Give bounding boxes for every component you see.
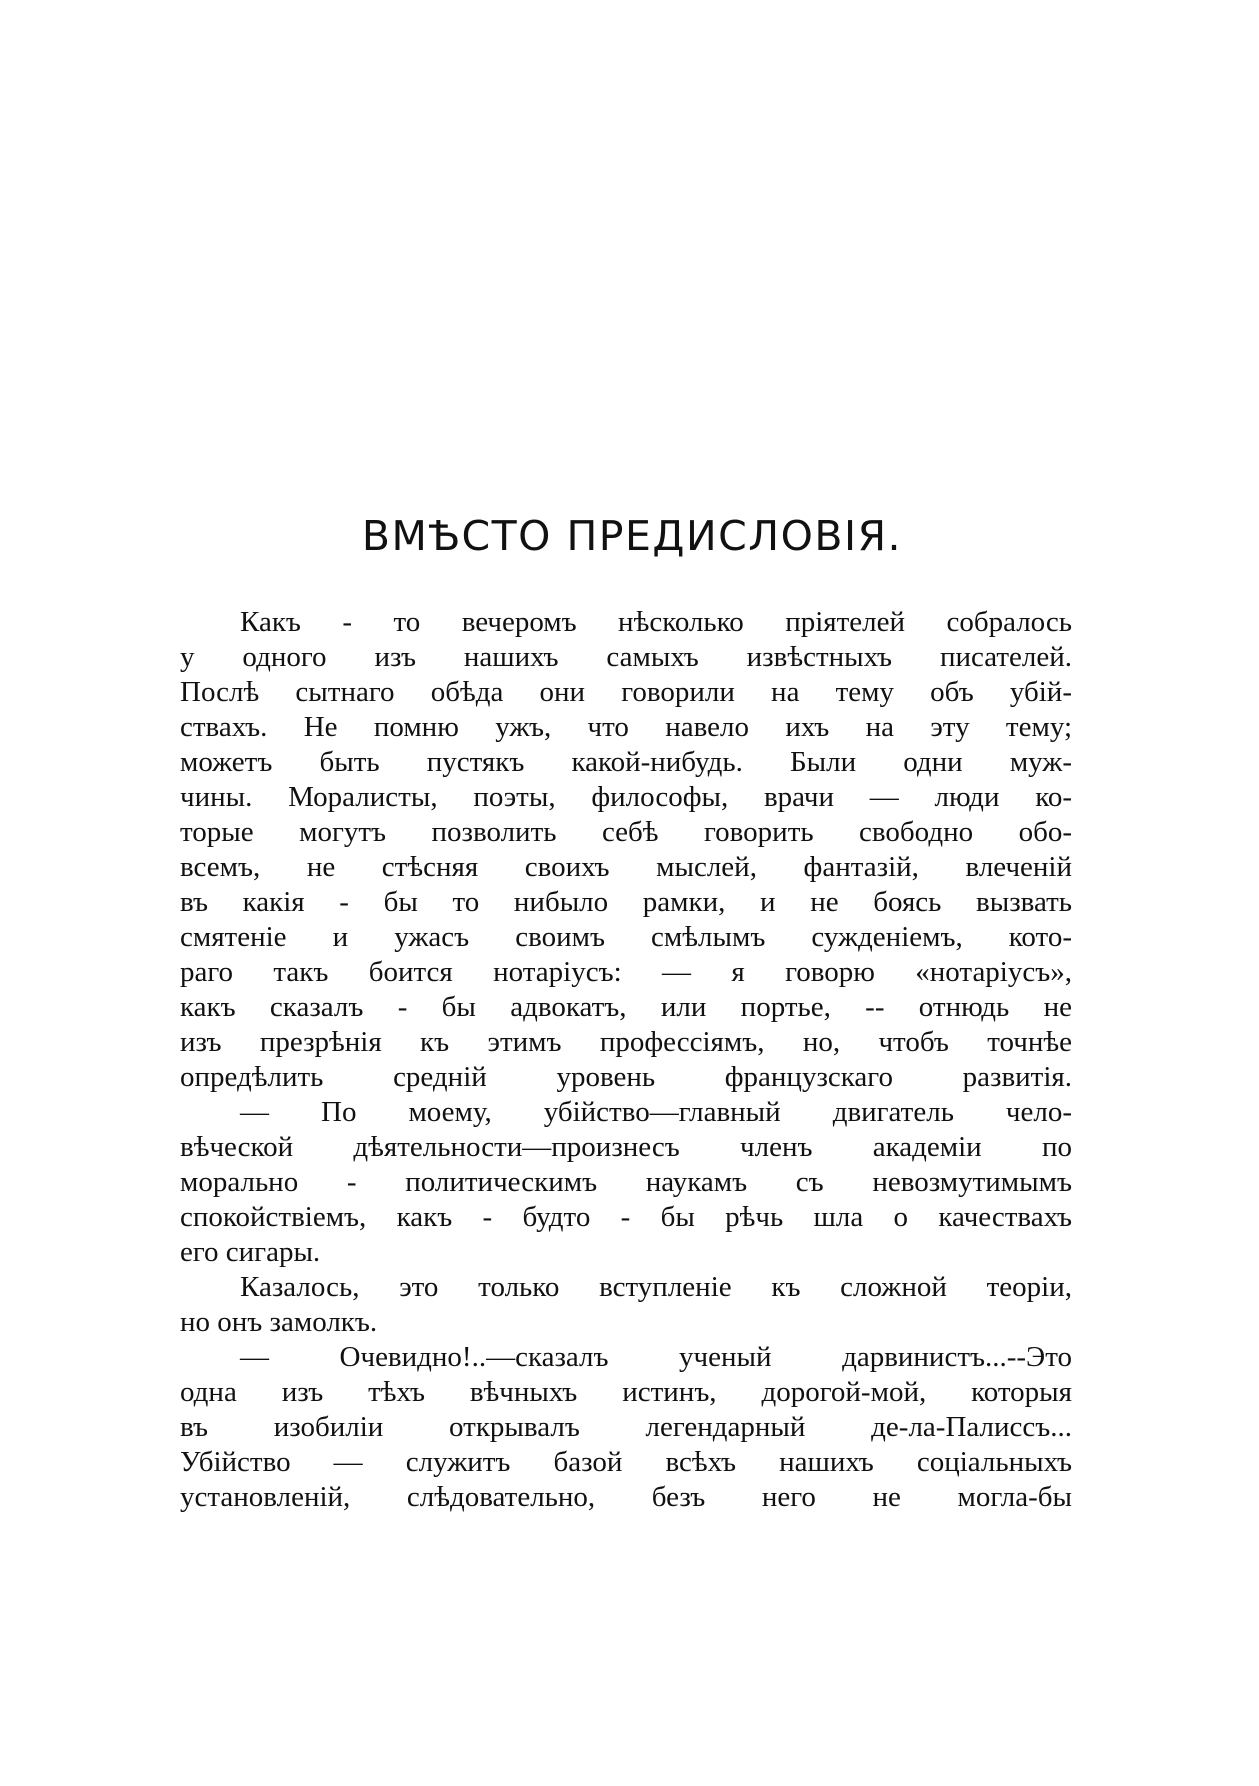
text-line: смятеніе и ужасъ своимъ смѣлымъ сужденіемъ, кото- xyxy=(180,921,1072,953)
text-line: Убійство — служитъ базой всѣхъ нашихъ соціальныхъ xyxy=(180,1446,1072,1478)
text-line: чины. Моралисты, поэты, философы, врачи — люди ко- xyxy=(180,781,1072,813)
text-line: всемъ, не стѣсняя своихъ мыслей, фантазій, влеченій xyxy=(180,851,1072,883)
text-line: въ изобиліи открывалъ легендарный де-ла-Палиссъ... xyxy=(180,1411,1072,1443)
text-line: его сигары. xyxy=(180,1236,321,1268)
text-line: — Очевидно!..—сказалъ ученый дарвинистъ...--Это xyxy=(240,1341,1072,1373)
text-line: изъ презрѣнія къ этимъ профессіямъ, но, чтобъ точнѣе xyxy=(180,1026,1072,1058)
text-line: торые могутъ позволить себѣ говорить свободно обо- xyxy=(180,816,1072,848)
text-line: раго такъ боится нотаріусъ: — я говорю «нотаріусъ», xyxy=(180,956,1072,988)
text-line: какъ сказалъ - бы адвокатъ, или портье, -- отнюдь не xyxy=(180,991,1072,1023)
text-line: одна изъ тѣхъ вѣчныхъ истинъ, дорогой-мой, которыя xyxy=(180,1376,1072,1408)
text-line: ствахъ. Не помню ужъ, что навело ихъ на эту тему; xyxy=(180,711,1072,743)
text-line: опредѣлить средній уровень французскаго развитія. xyxy=(180,1061,1072,1093)
text-line: спокойствіемъ, какъ - будто - бы рѣчь шла о качествахъ xyxy=(180,1201,1072,1233)
text-line: можетъ быть пустякъ какой-нибудь. Были одни муж- xyxy=(180,746,1072,778)
text-line: морально - политическимъ наукамъ съ невозмутимымъ xyxy=(180,1166,1072,1198)
text-line: — По моему, убійство—главный двигатель чело- xyxy=(240,1096,1072,1128)
page-title: ВМѢСТО ПРЕДИСЛОВІЯ. xyxy=(361,512,903,560)
text-line: Послѣ сытнаго обѣда они говорили на тему объ убій- xyxy=(180,676,1072,708)
text-line: вѣческой дѣятельности—произнесъ членъ академіи по xyxy=(180,1131,1072,1163)
text-line: Казалось, это только вступленіе къ сложной теоріи, xyxy=(240,1271,1072,1303)
text-line: установленій, слѣдовательно, безъ него не могла-бы xyxy=(180,1481,1072,1513)
text-line: у одного изъ нашихъ самыхъ извѣстныхъ писателей. xyxy=(180,641,1072,673)
body-text xyxy=(180,605,1072,1605)
text-line: въ какія - бы то нибыло рамки, и не боясь вызвать xyxy=(180,886,1072,918)
text-line: но онъ замолкъ. xyxy=(180,1306,378,1338)
text-line: Какъ - то вечеромъ нѣсколько пріятелей собралось xyxy=(240,606,1072,638)
